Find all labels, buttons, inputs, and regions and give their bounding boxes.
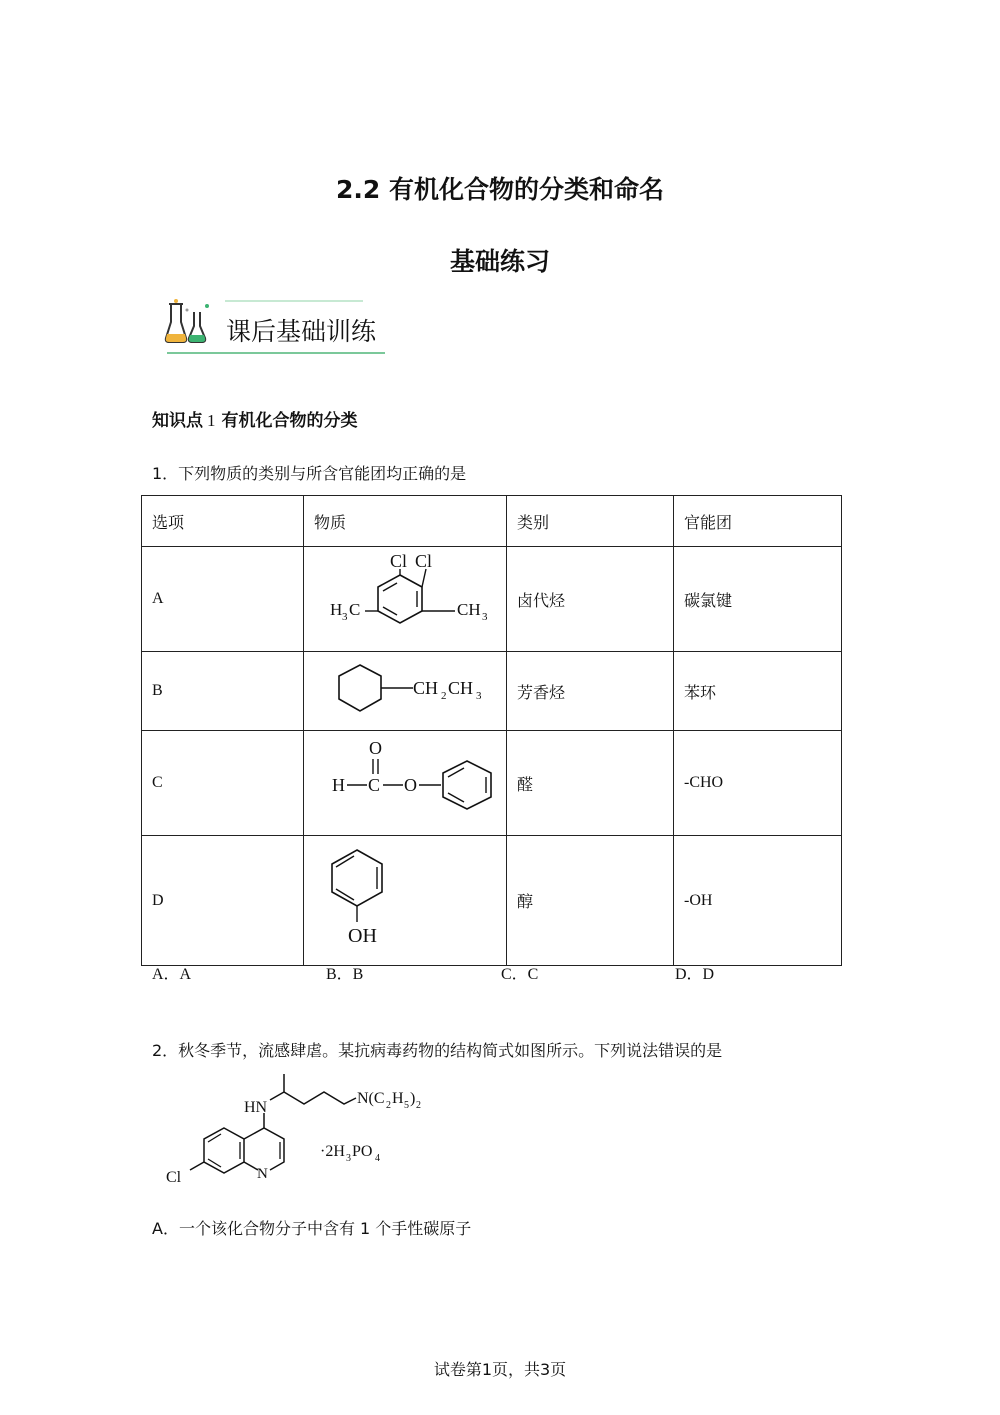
svg-text:3: 3 [342,611,348,623]
group-cell: 苯环 [674,652,842,731]
table-row [142,547,842,652]
header-cell: 类别 [507,496,674,547]
svg-text:PO: PO [352,1143,373,1160]
question-1-stem: 1．下列物质的类别与所含官能团均正确的是 [152,464,467,483]
svg-text:4: 4 [375,1153,380,1164]
svg-text:O: O [404,775,417,795]
question-2-option-a[interactable]: A．一个该化合物分子中含有 1 个手性碳原子 [152,1219,472,1238]
choice-d[interactable]: D．D [675,966,715,983]
section-heading [152,406,358,431]
svg-text:N: N [257,1166,268,1182]
structure-phenyl-formate [304,731,507,836]
header-cell: 选项 [142,496,304,547]
svg-text:3: 3 [476,690,482,702]
structure-ethylcyclohexane [304,652,507,731]
svg-text:H: H [330,600,343,619]
svg-text:Cl: Cl [390,551,408,571]
svg-text:N(C: N(C [357,1090,385,1107]
choice-a[interactable]: A．A [152,966,192,983]
question-1-table [141,495,842,966]
svg-text:2: 2 [416,1100,421,1111]
svg-text:3: 3 [346,1153,351,1164]
structure-phenol [304,836,507,966]
svg-text:·2H: ·2H [320,1143,345,1160]
question-1-choices [0,961,1000,985]
header-cell: 官能团 [674,496,842,547]
svg-text:CH: CH [448,678,474,698]
structure-dichloroxylene [304,547,507,652]
svg-text:HN: HN [244,1099,268,1116]
svg-text:CH: CH [457,600,481,619]
svg-text:C: C [368,775,381,795]
svg-text:2: 2 [386,1100,391,1111]
section-name: 有机化合物的分类 [221,411,358,431]
table-header-row [142,496,842,547]
option-cell: A [142,547,304,652]
section-banner [163,298,388,358]
option-cell: D [142,836,304,966]
structure-chloroquine-phosphate [160,1068,440,1188]
option-cell: C [142,731,304,836]
option-cell: B [142,652,304,731]
svg-text:CH: CH [413,678,439,698]
svg-text:3: 3 [482,611,488,623]
category-cell: 醛 [507,731,674,836]
banner-label: 课后基础训练 [226,317,377,346]
question-2-stem: 2．秋冬季节，流感肆虐。某抗病毒药物的结构简式如图所示。下列说法错误的是 [152,1041,723,1060]
header-cell: 物质 [304,496,507,547]
svg-text:O: O [369,738,382,758]
table-row [142,731,842,836]
group-cell: -CHO [674,731,842,836]
page-footer: 试卷第1页，共3页 [433,1360,567,1379]
svg-text:Cl: Cl [166,1169,182,1186]
category-cell: 芳香烃 [507,652,674,731]
svg-text:OH: OH [348,925,377,947]
choice-b[interactable]: B．B [326,966,364,983]
choice-c[interactable]: C．C [501,966,539,983]
svg-text:C: C [349,600,361,619]
svg-text:2: 2 [441,690,447,702]
svg-text:H: H [392,1090,404,1107]
group-cell: -OH [674,836,842,966]
svg-text:Cl: Cl [415,551,433,571]
group-cell: 碳氯键 [674,547,842,652]
table-row [142,836,842,966]
page-subtitle: 基础练习 [449,247,550,276]
svg-text:H: H [332,775,345,795]
svg-text:5: 5 [404,1100,409,1111]
svg-text:): ) [410,1090,416,1107]
page-title: 2.2 有机化合物的分类和命名 [336,175,664,204]
category-cell: 卤代烃 [507,547,674,652]
section-number: 1 [207,411,216,430]
category-cell: 醇 [507,836,674,966]
table-row [142,652,842,731]
section-prefix: 知识点 [152,411,203,431]
